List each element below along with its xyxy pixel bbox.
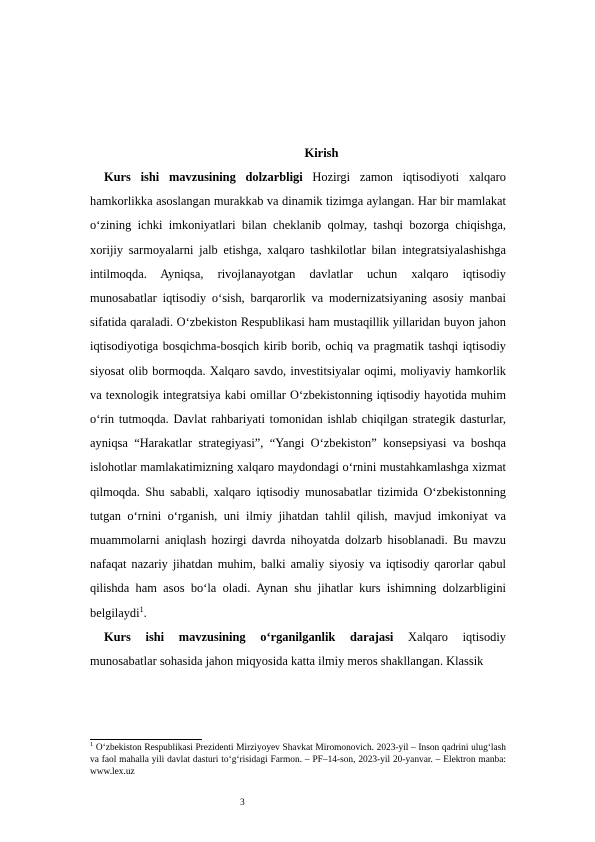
paragraph-lead: Kurs ishi mavzusining dolzarbligi <box>104 170 303 184</box>
section-heading: Kirish <box>304 146 339 160</box>
footnote-reference[interactable]: 1 <box>139 604 144 614</box>
footnote-mark: 1 <box>90 740 94 748</box>
paragraph-relevance <box>90 165 506 625</box>
page-number: 3 <box>240 798 245 808</box>
footnote <box>90 740 506 778</box>
paragraph-lead: Kurs ishi mavzusining o‘rganilganlik darajasi <box>104 629 394 644</box>
footnote-separator <box>90 739 202 740</box>
paragraph-end: . <box>143 605 147 620</box>
paragraph-text: Hozirgi zamon iqtisodiyoti xalqaro hamkorlikka asoslangan murakkab va dinamik tizimga aylangan. Har bir mamlakat o‘zining ichki imkoniyatlari bilan cheklanib qolmay, tashqi bozorga chiqishga, xorijiy sarmoyalarni jalb etishga, xalqaro tashkilotlar bilan integratsiyalashishga intilmoqda. Ayniqsa, rivojlanayotgan davlatlar uchun xalqaro iqtisodiy munosabatlar iqtisodiy o‘sish, barqarorlik va modernizatsiyaning asosiy manbai sifatida qaraladi. O‘zbekiston Respublikasi ham mustaqillik yillaridan buyon jahon iqtisodiyotiga bosqichma-bosqich kirib borib, ochiq va pragmatik tashqi iqtisodiy siyosat olib bormoqda. Xalqaro savdo, investitsiyalar oqimi, moliyaviy hamkorlik va texnologik integratsiya kabi omillar O‘zbekistonning iqtisodiy hayotida muhim o‘rin tutmoqda. Davlat rahbariyati tomonidan ishlab chiqilgan strategik dasturlar, ayniqsa “Harakatlar strategiyasi”, “Yangi O‘zbekiston” konsepsiyasi va boshqa islohotlar mamlakatimizning xalqaro maydondagi o‘rnini mustahkamlashga xizmat qilmoqda. Shu sababli, xalqaro iqtisodiy munosabatlar tizimida O‘zbekistonning tutgan o‘rnini o‘rganish, uni ilmiy jihatdan tahlil qilish, mavjud imkoniyat va muammolarni aniqlash hozirgi davrda nihoyatda dolzarb hisoblanadi. Bu mavzu nafaqat nazariy jihatdan muhim, balki amaliy siyosiy va iqtisodiy qarorlar qabul qilishda ham asos bo‘la oladi. Aynan shu jihatlar kurs ishimning dolzarbligini belgilaydi <box>90 170 506 620</box>
paragraph-text: Xalqaro iqtisodiy munosabatlar sohasida jahon miqyosida katta ilmiy meros shakllangan. Klassik <box>90 629 506 669</box>
body-text <box>90 165 506 673</box>
footnote-text: O‘zbekiston Respublikasi Prezidenti Mirziyoyev Shavkat Miromonovich. 2023-yil – Inson qadrini ulug‘lash va faol mahalla yili davlat dasturi to‘g‘risidagi Farmon. – PF–14-son, 2023-yil 20-yanvar. – Elektron manba: www.lex.uz <box>90 743 506 777</box>
paragraph-study-level <box>90 625 506 673</box>
